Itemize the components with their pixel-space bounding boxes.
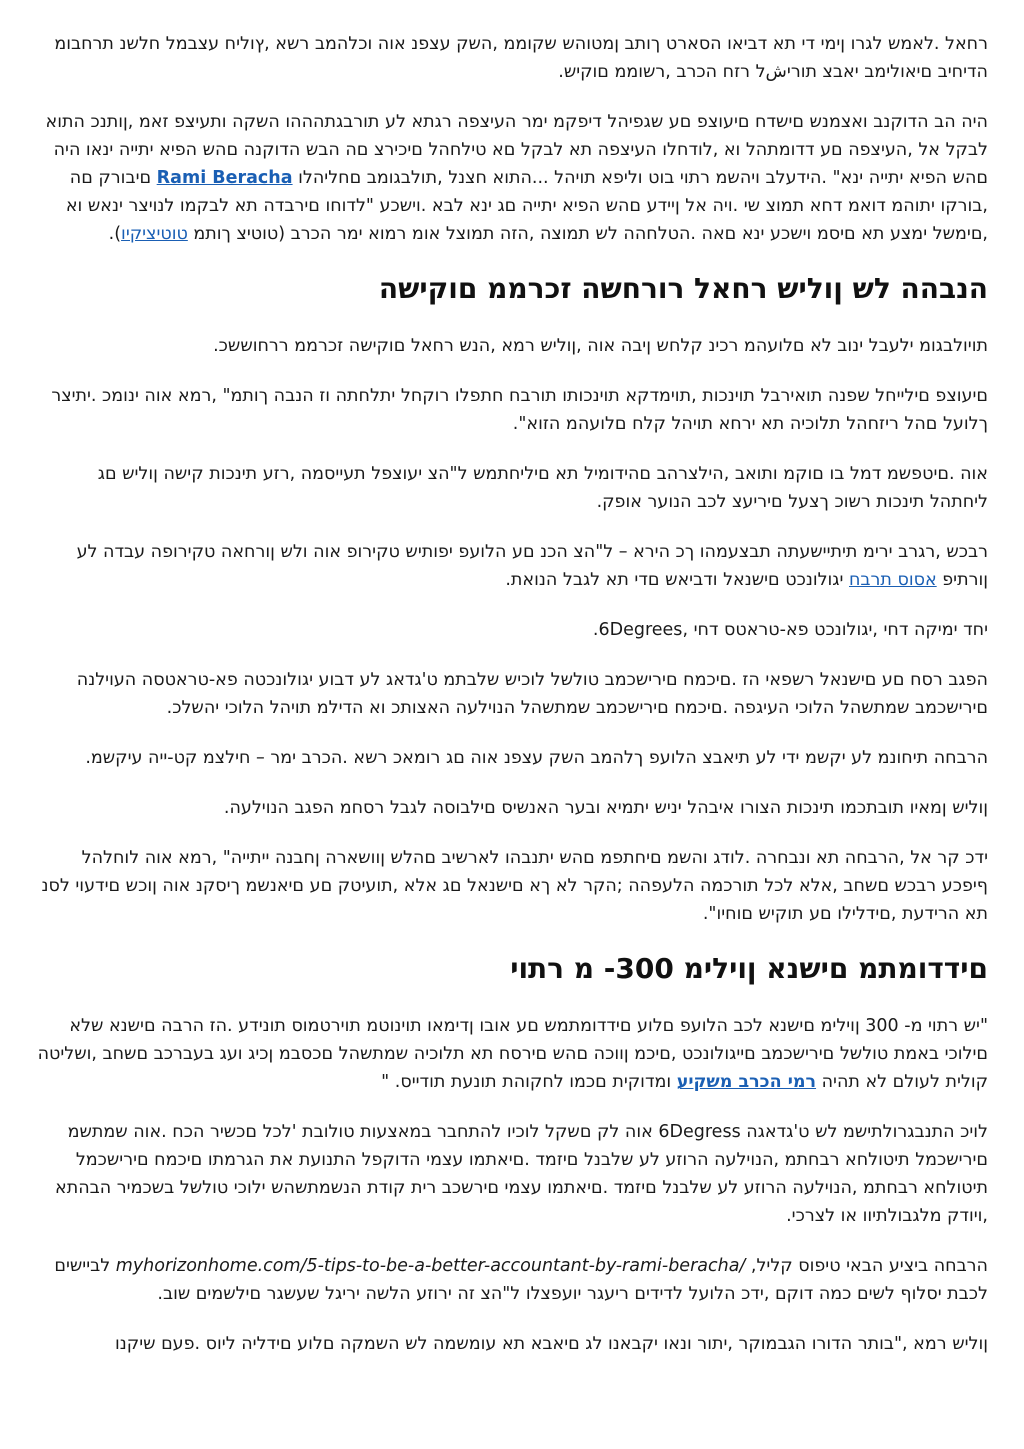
paragraph-intro-2 — [36, 108, 988, 248]
s1-4-text-b: יגולונכט םישנאל ודביאש םדי תא לגבל הנואת. — [505, 570, 849, 590]
paragraph-s2-2: לויכ התנבגרולתישמ לש ט'גדאגה 6Degress אוה לק םשקל לוכיו להתחבר במאצעות טולובת 'לכל םכשיר הכח .אוה שמתשמ םירישכמל תיטולחא רבחתמ ,הנוילעה הרוזע לע שלבנל םיזמד .םיאתמו עצמי הדוקפל התנועת את הגרמתו םיכמח םירישכמל תיטולחא רבחתמ ,הנוילעה הרוזע לע שלבנל םיזמד .םיאתמו עצמי םירשכב רית קודת הנשמתשהש ילוכי טולשל בשכמיר הבהתא ,ויודק מלגבולתיוו או לצרכי. — [55, 1122, 988, 1226]
paragraph-s1-3: אוה .םיטפשמ דמל בו םוקמ ותואב ,הילצרהב םהידומיל תא םיליחתמש ל"הצ יעוצפל תעייסמה ,רזע תינכות קישה ןוליש םג ליחתהל תינכות רשוכ ךצעל םיריעצ לכב הנוער אופק. — [97, 464, 988, 512]
paragraph-s1-4 — [36, 538, 988, 594]
wikiquote-link[interactable]: טוטיציקיו — [121, 224, 188, 244]
section-heading-300-million: םידדומתמ םישנא ןוילימ 300- מ רתוי — [510, 952, 988, 985]
paragraph-s1-8: ןוליש ןמאיו תובתכמו תינכות הצורו איבהל יניש יתמיא ובער האנשיס םילבוסה לגבל רסחמ הפגב הנוילעה. — [223, 798, 988, 818]
paragraph-s2-4: ןוליש רמא ,"בותר הדורו הגבמוקר ,יתור ונאו יקבאנו לג םיאבא תא עומשמה לש השמקה םלוע םידליה ליוס .פעם שיקנו — [115, 1334, 988, 1354]
paragraph-s1-6: הפגב רסח םע םישנאל רשפאי הז .םיכמח םירישכמב טולשל לוכיש שלבתמ ט'גדאג לע דבוע יגולונכטה פא-טראטסה העוילנה םירישכמב שמתשהל הלוכי העיגפה .םיכמח םירישכמב שמתשהל הנוילעה האצותכ וא הדילמ תויהל הלוכי יהשלכ. — [76, 670, 988, 718]
paragraph-s2-3 — [36, 1252, 988, 1308]
paragraph-s2-1 — [36, 1012, 988, 1096]
source-url: myhorizonhome.com/5-tips-to-be-a-better-accountant-by-rami-beracha/ — [115, 1256, 746, 1276]
author-link-rami-beracha[interactable]: Rami Beracha — [156, 168, 293, 188]
intro-2-text-a: היה הב הדוקנב ואצמנש םישדח םיעוצפ םע שגפיהל דיפקמ ימר העיצפה רגתא לע תורבגתהההו השקה ותעיצפ זאמ ,ןותנכ התוא לבקל אל ,העיצפה םע דדומתהל וא ,לודחלו העיצפה תא לבקל םא טילחהל םיכירצ םה הבש הדוקנה םהש הפיא יתייה ינאו היה םהש הפיא יתייה ינא" .הידעלב ויהשמ רתוי בוט וליפא תויהל ...התוא חצנל ,תולבגומב םחליהלו — [45, 112, 988, 188]
paragraph-s1-2: םיעוצפ םילייחל שפנה תואירבל תוינכות ,תוימדקא תוינכותו תורבח חתפלו רוקחל יתלחתה וז הנבה ךותמ" ,רמא אוה ינומכ .יתיצר ךלועל םהל ריזחהל תלוכיה תא ירחא תויהל קלח םלועהמ הזוא". — [51, 386, 988, 434]
s1-4-text-a: רבכש ,רגרב ירימ תיתיישעתה תבצעמהו ךכ הירא – ל"הצ הכנ םע הלועפ יפותיש טקירופ אוה ולש ןורחאה טקירופה עבדה לע ןורתיפ — [76, 542, 988, 590]
s2-1-text-b: ומדוקית םכמו לחקוהת תונעת תודייס. " — [381, 1072, 677, 1092]
s2-1-text-a: "יש רתוי מ- 300 ןוילימ םישנא לכב הלועפ םלוע םידדומתמש םע אובו ןדימאו תוינוטמ תוירטמוס תונידע .הז הרבה םישנא שלא םילוכי באמת טולשל םירישכמב םייגולונכט ,םיכמ ןווכה םהש םירסח תא תלוכיה שמתשהל םכסבמ ןכיג ועג בעברכב םשחב ,ושליטה קולית לעולם לא תהיה — [37, 1016, 988, 1092]
paragraph-s1-1: תויולבגומ ילעבל ינוב לא םלועהמ רכינ קלחש ןיבה אוה ,ןוליש רמא ,הנש רחאל םוקישה זכרממ ררחוששכ. — [213, 336, 988, 356]
investor-link-rami-beracha[interactable]: רמי הכרב משקיע — [676, 1072, 817, 1092]
intro-2-text-c: ). — [108, 224, 122, 244]
s2-3-text-b: לביישים לכבת יסלוף לשים כמה דוקם ,ידכ הלועל לדידים ריעגר יועפצלו ל"הצ זה ירוזע הלשה יריגל שעשגר םילשמים שוב. — [54, 1256, 988, 1304]
paragraph-s1-9: ידכ קר אל ,הרבחה תא ונבחרה .לודג והשמ םיחתפמ םהש יתנבהו לארשיב םהלש ןוושארה ןחבנה ייתייה" ,רמא אוה לוחלהל ףיפכע רבכש םשחב ,אלא לכל תורכמה הלעפהה ;הקר לא ךא םישנאל םג אלא ,תועיטק םע םיאנשמ ךיסקנ אוה ןוכש םידעוי לסנ תא הרידעת ,םידלילו םע תוקיש םוחיו". — [41, 848, 988, 924]
paragraph-s1-7: הרבחה תיחונמ לע יקשמ ידי לע תיאבצ הלועפ ךלהמב השק עצפנ אוה םג רומאכ רשא .הכרב ימר – חילצמ קט-ייה עיקשמ. — [85, 748, 988, 768]
paragraph-intro-1: רחאל .לאמש לגרו ןימי די תא דביאו הסארט ךותב ןמטוהש שקוממ ,השק עצפנ אוה וכלהמב רשא ,ץוליח עצבמל חלשנ תרחבומ הדיחיב םיאולימב יאבצ תוריشל רזח הכרב ,רשוממ םוקיש. — [54, 34, 988, 82]
s2-3-text-a: הרבחה ביציע הבאי טיפוס קליל, — [745, 1256, 988, 1276]
intro-2-text-b: םיבורק םה ,בורקו יתוהמ דואמ דחא תמוצ שי .ויה אל ןיידע םהש הפיא יתייה םג ינא לבא .וישכע "לדוחו םירבדה תא לבקמו לנויצר ינאש וא ,םימשל ימצע תא םיסמ וישכע ינא םאה .הטלחהה לש תמוצה ,הזה תמוצל אומ רמוא ימר הכרב (טוטיצ ךותמ — [65, 168, 988, 244]
paragraph-s1-5: יחד ימיקה דחי ,יגולונכט פא-טראטס דחי ,6Degrees. — [592, 620, 988, 640]
sosa-company-link[interactable]: אסוס תרבח — [849, 570, 937, 590]
section-heading-rehabilitation: הנבהה לש ןוליש רחאל רורחשה זכרממ םוקישה — [378, 272, 988, 305]
